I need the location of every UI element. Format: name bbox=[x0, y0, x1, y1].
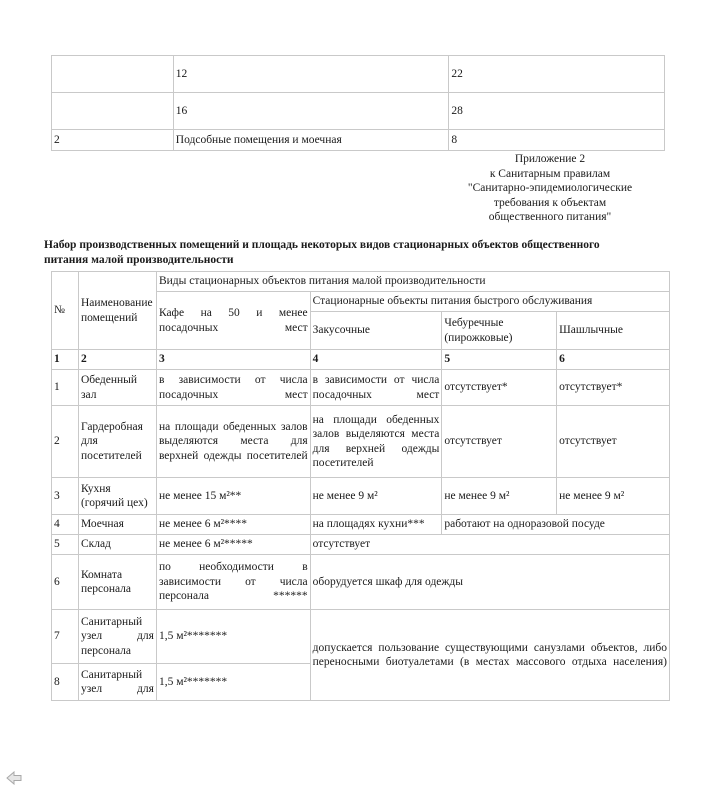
appendix-line: к Санитарным правилам bbox=[489, 167, 611, 180]
table-cell: 2 bbox=[52, 130, 174, 151]
row-cafe: в зависимости от числа посадочных мест bbox=[156, 370, 310, 406]
table-row bbox=[52, 406, 670, 478]
header-fast: Стационарные объекты питания быстрого обслуживания bbox=[310, 292, 669, 312]
row-cafe: 1,5 м²******* bbox=[156, 610, 310, 664]
col-number: 6 bbox=[557, 350, 670, 370]
row-name: Моечная bbox=[78, 515, 156, 535]
row-name: Склад bbox=[78, 535, 156, 555]
row-cafe: 1,5 м²******* bbox=[156, 664, 310, 701]
row-name: Обеденный зал bbox=[78, 370, 156, 406]
row-cafe: по необходимости в зависимости от числа персонала ****** bbox=[156, 555, 310, 610]
appendix-line: общественного питания" bbox=[488, 211, 612, 224]
row-name: Гардеробная для посетителей bbox=[78, 406, 156, 478]
row-cafe: не менее 6 м²***** bbox=[156, 535, 310, 555]
premises-table bbox=[51, 271, 670, 701]
row-rest: допускается пользование существующими санузлами объектов, либо переносными биотуалетами (в местах массового отдыха населения) bbox=[310, 610, 669, 701]
row-cheb: отсутствует* bbox=[442, 370, 557, 406]
table-cell: 16 bbox=[173, 93, 449, 130]
row-name: Кухня (горячий цех) bbox=[78, 478, 156, 515]
row-no: 1 bbox=[52, 370, 79, 406]
col-number: 2 bbox=[78, 350, 156, 370]
row-shash: отсутствует* bbox=[557, 370, 670, 406]
row-snack: на площади обеденных залов выделяются места для верхней одежды посетителей bbox=[310, 406, 442, 478]
row-name: Комната персонала bbox=[78, 555, 156, 610]
row-rest: оборудуется шкаф для одежды bbox=[310, 555, 669, 610]
row-no: 4 bbox=[52, 515, 79, 535]
table-cell: 8 bbox=[449, 130, 665, 151]
header-snack: Закусочные bbox=[310, 312, 442, 350]
appendix-note bbox=[455, 152, 645, 225]
header-no: № bbox=[52, 272, 79, 350]
row-rest: работают на одноразовой посуде bbox=[442, 515, 670, 535]
row-no: 5 bbox=[52, 535, 79, 555]
row-snack: в зависимости от числа посадочных мест bbox=[310, 370, 442, 406]
header-row bbox=[52, 272, 670, 292]
table-row bbox=[52, 515, 670, 535]
row-no: 2 bbox=[52, 406, 79, 478]
table-row bbox=[52, 555, 670, 610]
row-snack: на площадях кухни*** bbox=[310, 515, 442, 535]
table-row bbox=[52, 535, 670, 555]
header-cheb: Чебуречные (пирожковые) bbox=[442, 312, 557, 350]
back-arrow-icon[interactable] bbox=[6, 771, 22, 785]
row-cafe: не менее 6 м²**** bbox=[156, 515, 310, 535]
table-row bbox=[52, 610, 670, 664]
top-table bbox=[51, 55, 665, 151]
table-cell bbox=[52, 93, 174, 130]
section-heading bbox=[44, 238, 664, 268]
row-snack: не менее 9 м² bbox=[310, 478, 442, 515]
row-no: 7 bbox=[52, 610, 79, 664]
header-group: Виды стационарных объектов питания малой производительности bbox=[156, 272, 669, 292]
appendix-line: "Санитарно-эпидемиологические bbox=[467, 182, 633, 195]
row-no: 3 bbox=[52, 478, 79, 515]
header-name: Наименование помещений bbox=[78, 272, 156, 350]
table-cell: 22 bbox=[449, 56, 665, 93]
table-row bbox=[52, 130, 665, 151]
col-number: 4 bbox=[310, 350, 442, 370]
table-cell: 28 bbox=[449, 93, 665, 130]
table-row bbox=[52, 478, 670, 515]
row-shash: не менее 9 м² bbox=[557, 478, 670, 515]
row-no: 8 bbox=[52, 664, 79, 701]
heading-line: питания малой производительности bbox=[44, 254, 234, 266]
row-cheb: отсутствует bbox=[442, 406, 557, 478]
row-shash: отсутствует bbox=[557, 406, 670, 478]
row-rest: отсутствует bbox=[310, 535, 669, 555]
table-cell bbox=[52, 56, 174, 93]
table-row bbox=[52, 93, 665, 130]
table-row bbox=[52, 370, 670, 406]
row-name: Санитарный узел для bbox=[78, 664, 156, 701]
appendix-line: Приложение 2 bbox=[514, 153, 586, 165]
col-number: 5 bbox=[442, 350, 557, 370]
row-no: 6 bbox=[52, 555, 79, 610]
row-cafe: на площади обеденных залов выделяются места для верхней одежды посетителей bbox=[156, 406, 310, 478]
table-row bbox=[52, 56, 665, 93]
header-cafe: Кафе на 50 и менее посадочных мест bbox=[156, 292, 310, 350]
row-cafe: не менее 15 м²** bbox=[156, 478, 310, 515]
number-row bbox=[52, 350, 670, 370]
heading-line: Набор производственных помещений и площадь некоторых видов стационарных объектов общественного bbox=[44, 239, 600, 251]
col-number: 3 bbox=[156, 350, 310, 370]
row-cheb: не менее 9 м² bbox=[442, 478, 557, 515]
appendix-line: требования к объектам bbox=[493, 196, 607, 209]
table-cell: 12 bbox=[173, 56, 449, 93]
col-number: 1 bbox=[52, 350, 79, 370]
table-cell: Подсобные помещения и моечная bbox=[173, 130, 449, 151]
row-name: Санитарный узел для персонала bbox=[78, 610, 156, 664]
header-shash: Шашлычные bbox=[557, 312, 670, 350]
